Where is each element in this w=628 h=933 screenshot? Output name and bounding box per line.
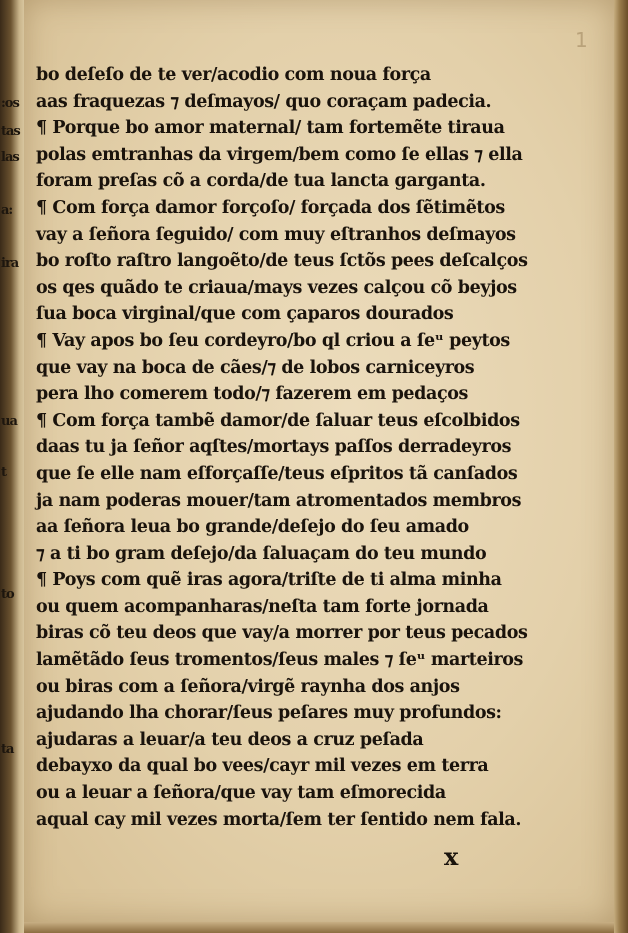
folio-mark: x [444,842,459,871]
text-line: ou a leuar a ſeñora/que vay tam eſmorecida [36,783,446,804]
margin-fragment: ta [1,742,14,757]
text-line: biras cõ teu deos que vay/a morrer por teus pecados [36,623,528,644]
page-right-edge [614,0,628,933]
text-line: bo deſeſo de te ver/acodio com noua força [36,65,431,85]
text-line: vay a ſeñora ſeguido/ com muy eſtranhos deſmayos [36,224,516,245]
page-bottom-edge [24,922,614,933]
pencil-page-mark: 1 [575,28,588,52]
text-line: os qes quãdo te criaua/mays vezes calçou cõ beyjos [36,277,517,298]
adjacent-page-fragments [0,0,24,933]
text-line: debayxo da qual bo vees/cayr mil vezes em terra [36,756,489,777]
text-line: ou quem acompanharas/neſta tam forte jornada [36,596,489,617]
text-line: ja nam poderas mouer/tam atromentados membros [36,490,522,511]
margin-fragment: :os [1,96,19,111]
margin-fragment: ira [1,256,19,271]
text-line: ¶ Vay apos bo ſeu cordeyro/bo ql criou a ſeᵘ peytos [36,330,510,351]
text-line: ¶ Porque bo amor maternal/ tam fortemẽte tiraua [36,118,505,139]
text-line: lamẽtãdo ſeus tromentos/ſeus males ⁊ ſeᵘ marteiros [36,650,523,671]
text-line: bo roſto raſtro langoẽto/de teus ſctõs pees deſcalços [36,251,528,272]
text-line: daas tu ja ſeñor aqſtes/mortays paſſos derradeyros [36,437,512,458]
text-line: ¶ Com força damor forçoſo/ forçada dos ſẽtimẽtos [36,197,505,218]
text-line: ajudaras a leuar/a teu deos a cruz peſada [36,729,424,750]
text-line: foram preſas cõ a corda/de tua lancta garganta. [36,171,486,192]
margin-fragment: to [1,587,14,602]
verse-text [36,62,556,833]
text-line: que ſe elle nam eſforçaſſe/teus eſpritos tã canſados [36,463,518,484]
margin-fragment: a: [1,203,13,218]
margin-fragment: t [1,465,7,480]
margin-fragment: las [1,150,19,165]
text-line: que vay na boca de cães/⁊ de lobos carniceyros [36,357,475,378]
text-line: ⁊ a ti bo gram deſejo/da ſaluaçam do teu mundo [36,543,487,564]
text-line: ¶ Com força tambẽ damor/de ſaluar teus eſcolbidos [36,410,520,431]
margin-fragment: tas [1,124,20,139]
text-line: pera lho comerem todo/⁊ fazerem em pedaços [36,384,468,405]
margin-fragment: ua [1,414,17,429]
text-line: polas emtranhas da virgem/bem como ſe ellas ⁊ ella [36,144,523,165]
text-line: ſua boca virginal/que com çaparos dourados [36,304,454,325]
text-line: aa ſeñora leua bo grande/deſejo do ſeu amado [36,517,469,538]
text-line: aas fraquezas ⁊ deſmayos/ quo coraçam padecia. [36,91,492,112]
text-line: ou biras com a ſeñora/virgẽ raynha dos anjos [36,676,460,697]
text-line: ¶ Poys com quẽ iras agora/triſte de ti alma minha [36,570,502,591]
text-line: aqual cay mil vezes morta/ſem ter ſentido nem fala. [36,809,522,830]
text-line: ajudando lha chorar/ſeus peſares muy profundos: [36,703,502,724]
